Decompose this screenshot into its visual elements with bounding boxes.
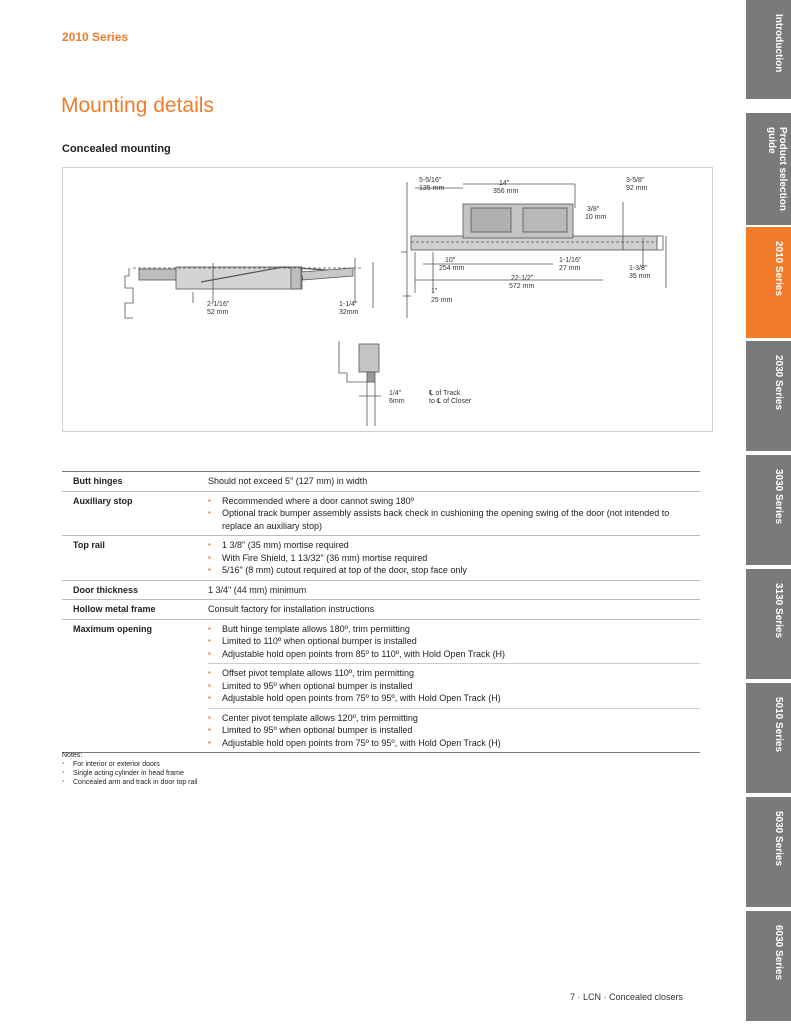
list-item: ▪ Center pivot template allows 120º, trim permitting [208, 712, 700, 725]
list-item: ▪ Limited to 95º when optional bumper is installed [208, 680, 700, 693]
tab-label: 6030 Series [773, 925, 784, 981]
table-row [62, 472, 700, 492]
table-row [62, 491, 700, 536]
dim-27-mm: 27 mm [559, 265, 581, 272]
row-value-auxiliary-stop [208, 491, 700, 536]
tab-5010-series[interactable] [746, 683, 791, 793]
table-row [62, 580, 700, 600]
spec-table [62, 471, 700, 753]
dim-22-1-2-in: 22-1/2" [511, 275, 534, 282]
list-item: ▪ 5/16" (8 mm) cutout required at top of the door, stop face only [208, 564, 700, 577]
dim-92-mm: 92 mm [626, 185, 648, 192]
tab-2030-series[interactable] [746, 341, 791, 451]
dim-572-mm: 572 mm [509, 283, 535, 290]
tab-label: 5010 Series [773, 697, 784, 753]
dim-3-8-in: 3/8" [587, 206, 600, 213]
tab-2010-series[interactable] [746, 227, 791, 338]
dim-135-mm: 135 mm [419, 185, 445, 192]
page-title: Mounting details [61, 94, 214, 117]
list-item: ▪ Limited to 95º when optional bumper is installed [208, 724, 700, 737]
dim-35-mm: 35 mm [629, 273, 651, 280]
row-value-top-rail [208, 536, 700, 581]
dim-25-mm: 25 mm [431, 297, 453, 304]
dim-6-mm: 6mm [389, 398, 405, 405]
dim-254-mm: 254 mm [439, 265, 465, 272]
mounting-diagram [62, 167, 713, 432]
mounting-diagram-svg [63, 168, 714, 433]
dim-32-mm: 32mm [339, 309, 359, 316]
table-row [62, 619, 700, 664]
page-footer: 7 · LCN · Concealed closers [570, 992, 684, 1002]
row-label-hollow-metal-frame: Hollow metal frame [62, 600, 208, 620]
table-row [62, 708, 700, 753]
series-label: 2010 Series [62, 30, 129, 44]
list-item: ▪ Recommended where a door cannot swing 180º [208, 495, 700, 508]
dim-1-4-in: 1/4" [389, 390, 402, 397]
dim-1-in: 1" [431, 288, 438, 295]
table-row [62, 536, 700, 581]
row-label-butt-hinges: Butt hinges [62, 472, 208, 492]
row-label-top-rail: Top rail [62, 536, 208, 581]
list-item: ▪ With Fire Shield, 1 13/32" (36 mm) mortise required [208, 552, 700, 565]
tab-label: 2010 Series [773, 241, 784, 297]
list-item: ▪ Limited to 110º when optional bumper is installed [208, 635, 700, 648]
table-row [62, 664, 700, 709]
section-subtitle: Concealed mounting [62, 143, 171, 155]
tab-introduction[interactable] [746, 0, 791, 99]
row-value-butt-hinges: Should not exceed 5" (127 mm) in width [208, 472, 700, 492]
centerline-track-label: ℄ of Track [429, 390, 461, 397]
dim-3-5-8-in: 3-5/8" [626, 177, 645, 184]
tab-label: 3030 Series [773, 469, 784, 525]
list-item: ▪ Adjustable hold open points from 75º to 95º, with Hold Open Track (H) [208, 737, 700, 750]
tab-label: Introduction [773, 14, 784, 73]
tab-3130-series[interactable] [746, 569, 791, 679]
note-item: ▪ Concealed arm and track in door top rail [62, 778, 198, 787]
centerline-closer-label: to ℄ of Closer [429, 398, 472, 405]
tab-3030-series[interactable] [746, 455, 791, 565]
list-item: ▪ Adjustable hold open points from 85º to 110º, with Hold Open Track (H) [208, 648, 700, 661]
dim-1-1-16-in: 1-1/16" [559, 257, 582, 264]
list-item: ▪ Adjustable hold open points from 75º to 95º, with Hold Open Track (H) [208, 692, 700, 705]
tab-5030-series[interactable] [746, 797, 791, 907]
row-value-maximum-opening-offset [208, 664, 700, 709]
dim-2-1-16-in: 2-1/16" [207, 301, 230, 308]
notes [62, 751, 198, 787]
tab-label: 2030 Series [773, 355, 784, 411]
section-tabs [746, 0, 791, 1024]
tab-label: 5030 Series [773, 811, 784, 867]
dim-10-in: 10" [445, 257, 456, 264]
list-item: ▪ Offset pivot template allows 110º, trim permitting [208, 667, 700, 680]
note-item: ▪ Single acting cylinder in head frame [62, 769, 198, 778]
table-row [62, 600, 700, 620]
dim-1-3-8-in: 1-3/8" [629, 265, 648, 272]
note-item: ▪ For interior or exterior doors [62, 760, 198, 769]
tab-label: 3130 Series [773, 583, 784, 639]
tab-label: Product selection guide [766, 127, 788, 211]
tab-product-selection-guide[interactable] [746, 113, 791, 225]
tab-6030-series[interactable] [746, 911, 791, 1021]
row-value-hollow-metal-frame: Consult factory for installation instructions [208, 600, 700, 620]
row-label-door-thickness: Door thickness [62, 580, 208, 600]
row-label-auxiliary-stop: Auxiliary stop [62, 491, 208, 536]
dim-52-mm: 52 mm [207, 309, 229, 316]
row-value-maximum-opening-butt [208, 619, 700, 664]
row-value-door-thickness: 1 3/4" (44 mm) minimum [208, 580, 700, 600]
dim-1-1-4-in: 1-1/4" [339, 301, 358, 308]
dim-356-mm: 356 mm [493, 188, 519, 195]
notes-heading: Notes: [62, 752, 83, 759]
dim-5-5-16-in: 5-5/16" [419, 177, 442, 184]
dim-10-mm: 10 mm [585, 214, 607, 221]
list-item: ▪ 1 3/8" (35 mm) mortise required [208, 539, 700, 552]
list-item: ▪ Optional track bumper assembly assists back check in cushioning the opening swing of the door (not intended to replace an auxiliary stop) [208, 507, 700, 532]
dim-14-in: 14" [499, 180, 510, 187]
list-item: ▪ Butt hinge template allows 180º, trim permitting [208, 623, 700, 636]
row-value-maximum-opening-center [208, 708, 700, 753]
row-label-maximum-opening: Maximum opening [62, 619, 208, 664]
